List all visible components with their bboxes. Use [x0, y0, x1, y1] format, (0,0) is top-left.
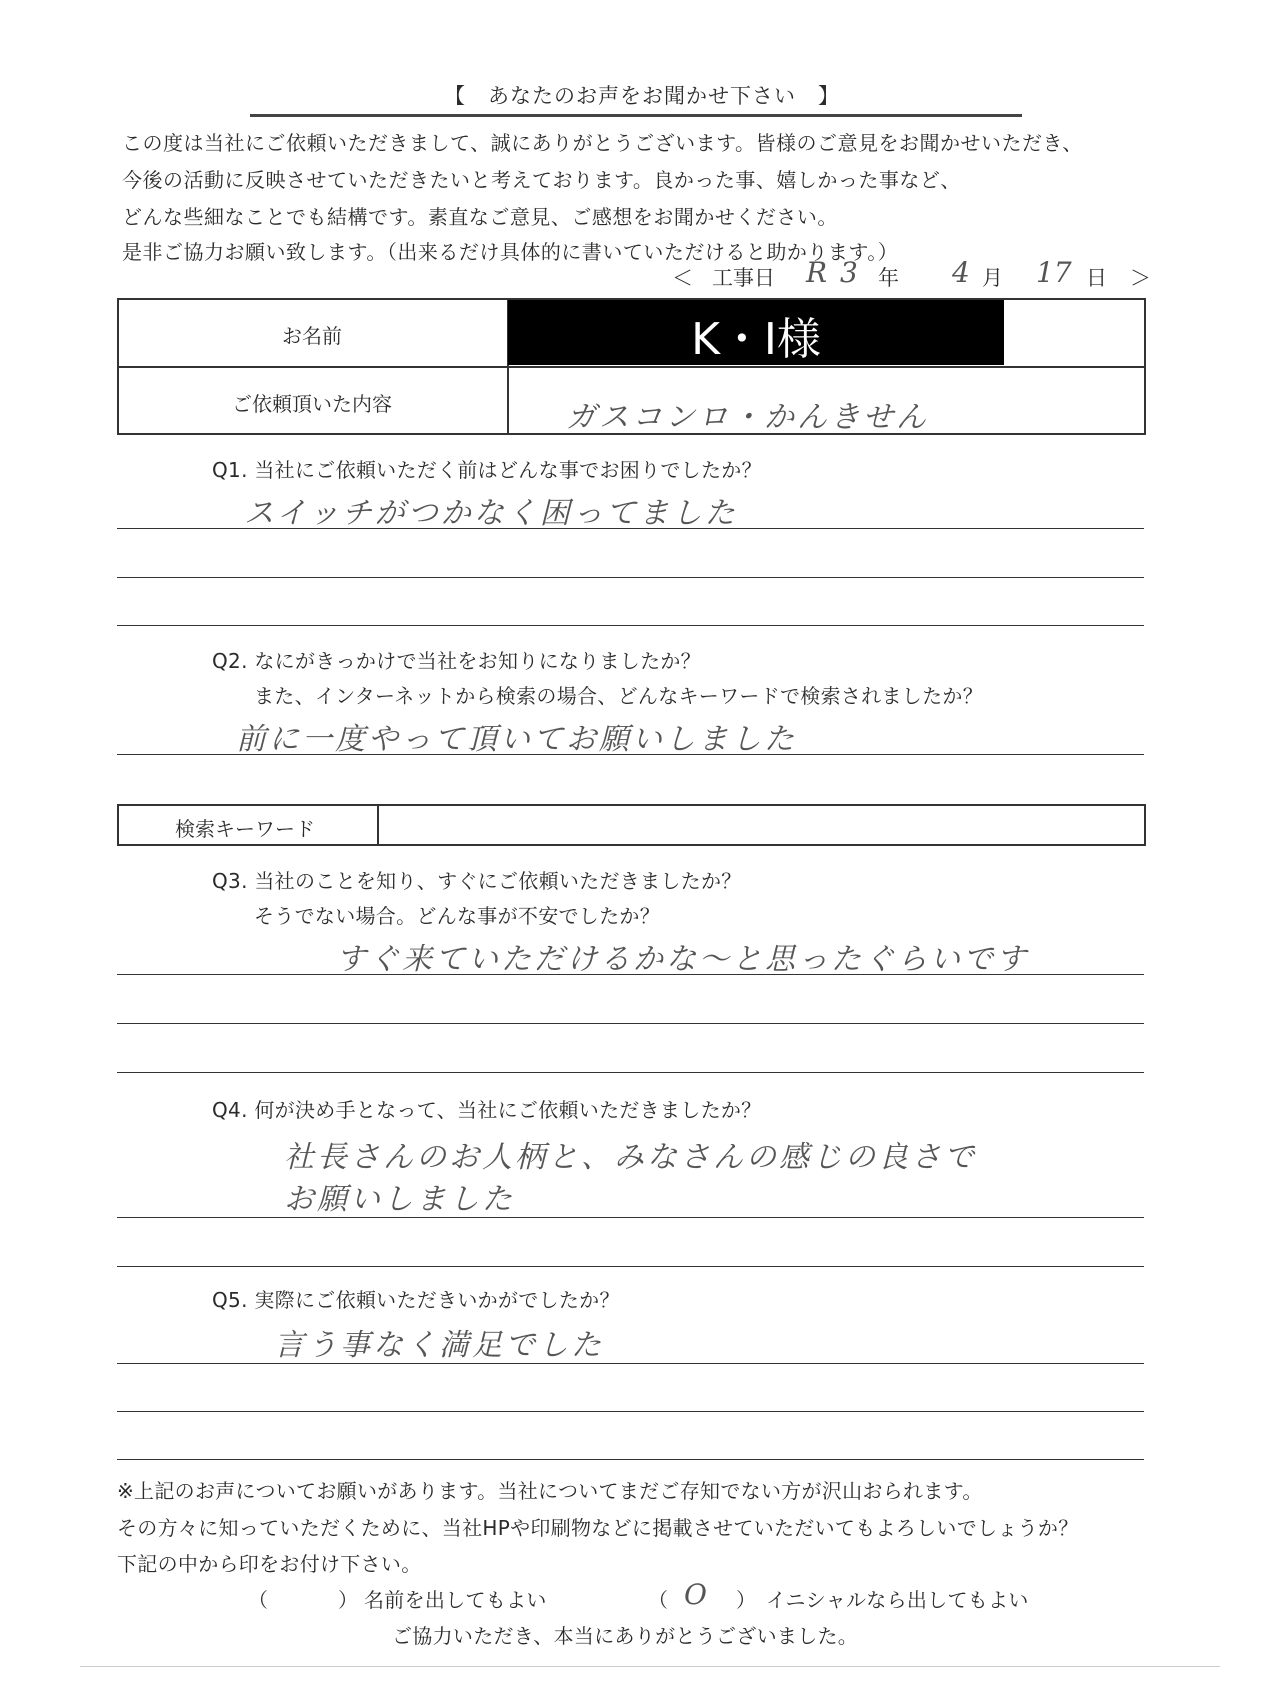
- q2-answer: 前に一度やって頂いてお願いしました: [236, 722, 797, 757]
- q1-answer-line-2: [117, 577, 1144, 578]
- keyword-label: 検索キーワード: [175, 817, 315, 841]
- q3-answer-line-1: [117, 974, 1144, 975]
- thanks-message: ご協力いただき、本当にありがとうございました。: [392, 1624, 859, 1648]
- bottom-border: [80, 1666, 1220, 1667]
- q5-answer-line-2: [117, 1411, 1144, 1412]
- title-underline: [250, 114, 1022, 117]
- q1-question: Q1. 当社にご依頼いただく前はどんな事でお困りでしたか？: [212, 458, 762, 482]
- form-title: 【 あなたのお声をお聞かせ下さい 】: [444, 84, 840, 108]
- q3-answer-line-2: [117, 1023, 1144, 1024]
- q1-answer-line-1: [117, 528, 1144, 529]
- date-day: 17: [1036, 256, 1072, 289]
- option2-paren-close: ）: [736, 1588, 757, 1612]
- intro-line-4: 是非ご協力お願い致します。（出来るだけ具体的に書いていただけると助かります。）: [122, 240, 899, 264]
- q4-answer-line-1-rule: [117, 1217, 1144, 1218]
- option2-label: イニシャルなら出してもよい: [766, 1588, 1029, 1612]
- date-day-unit: 日: [1086, 266, 1107, 290]
- customer-name: K・I様: [691, 314, 821, 365]
- q3-answer: すぐ来ていただけるかな～と思ったぐらいです: [336, 942, 1029, 977]
- date-open: ＜: [672, 266, 693, 290]
- footer-line-1: ※上記のお声についてお願いがあります。当社についてまだご存知でない方が沢山おられます。: [117, 1479, 983, 1503]
- q3-question-line-1: Q3. 当社のことを知り、すぐにご依頼いただきましたか？: [212, 869, 742, 893]
- date-month-unit: 月: [982, 266, 1003, 290]
- q5-answer-line-1: [117, 1363, 1144, 1364]
- q5-question: Q5. 実際にご依頼いただきいかがでしたか？: [212, 1288, 620, 1312]
- option1-paren-close: ）: [338, 1588, 359, 1612]
- date-close: ＞: [1130, 266, 1151, 290]
- q2-answer-line-1: [117, 754, 1144, 755]
- intro-line-3: どんな些細なことでも結構です。素直なご意見、ご感想をお聞かせください。: [122, 205, 838, 229]
- q5-answer: 言う事なく満足でした: [274, 1328, 604, 1363]
- q2-question-line-1: Q2. なにがきっかけで当社をお知りになりましたか？: [212, 649, 701, 673]
- option2-paren-open: （: [648, 1588, 669, 1612]
- name-label: お名前: [282, 324, 342, 348]
- date-year: 3: [840, 256, 858, 289]
- intro-line-2: 今後の活動に反映させていただきたいと考えております。良かった事、嬉しかった事など、: [122, 168, 961, 192]
- q3-question-line-2: そうでない場合。どんな事が不安でしたか？: [254, 904, 660, 928]
- q1-answer-line-3: [117, 625, 1144, 626]
- footer-line-2: その方々に知っていただくために、当社HPや印刷物などに掲載させていただいてもよろしいでしょうか？: [117, 1516, 1079, 1540]
- option1-label: 名前を出してもよい: [364, 1588, 547, 1612]
- option1-paren-open: （: [248, 1588, 269, 1612]
- q4-answer-line-1: 社長さんのお人柄と、みなさんの感じの良さで: [284, 1140, 977, 1175]
- q4-answer-line-2: お願いしました: [284, 1182, 515, 1217]
- request-value: ガスコンロ・かんきせん: [566, 400, 929, 435]
- keyword-column-divider: [377, 804, 379, 846]
- q3-answer-line-3: [117, 1072, 1144, 1073]
- q2-question-line-2: また、インターネットから検索の場合、どんなキーワードで検索されましたか？: [254, 684, 983, 708]
- date-year-unit: 年: [878, 266, 899, 290]
- intro-line-1: この度は当社にご依頼いただきまして、誠にありがとうございます。皆様のご意見をお聞かせいただき、: [122, 131, 1083, 155]
- q1-answer: スイッチがつかなく困ってました: [244, 496, 738, 531]
- option2-mark: O: [684, 1578, 707, 1611]
- q4-question: Q4. 何が決め手となって、当社にご依頼いただきましたか？: [212, 1098, 762, 1122]
- date-era: R: [806, 256, 828, 289]
- footer-line-3: 下記の中から印をお付け下さい。: [117, 1552, 422, 1576]
- q4-answer-line-2-rule: [117, 1266, 1144, 1267]
- q5-answer-line-3: [117, 1459, 1144, 1460]
- date-label: 工事日: [712, 266, 775, 290]
- date-month: 4: [952, 256, 970, 289]
- request-label: ご依頼頂いた内容: [232, 392, 392, 416]
